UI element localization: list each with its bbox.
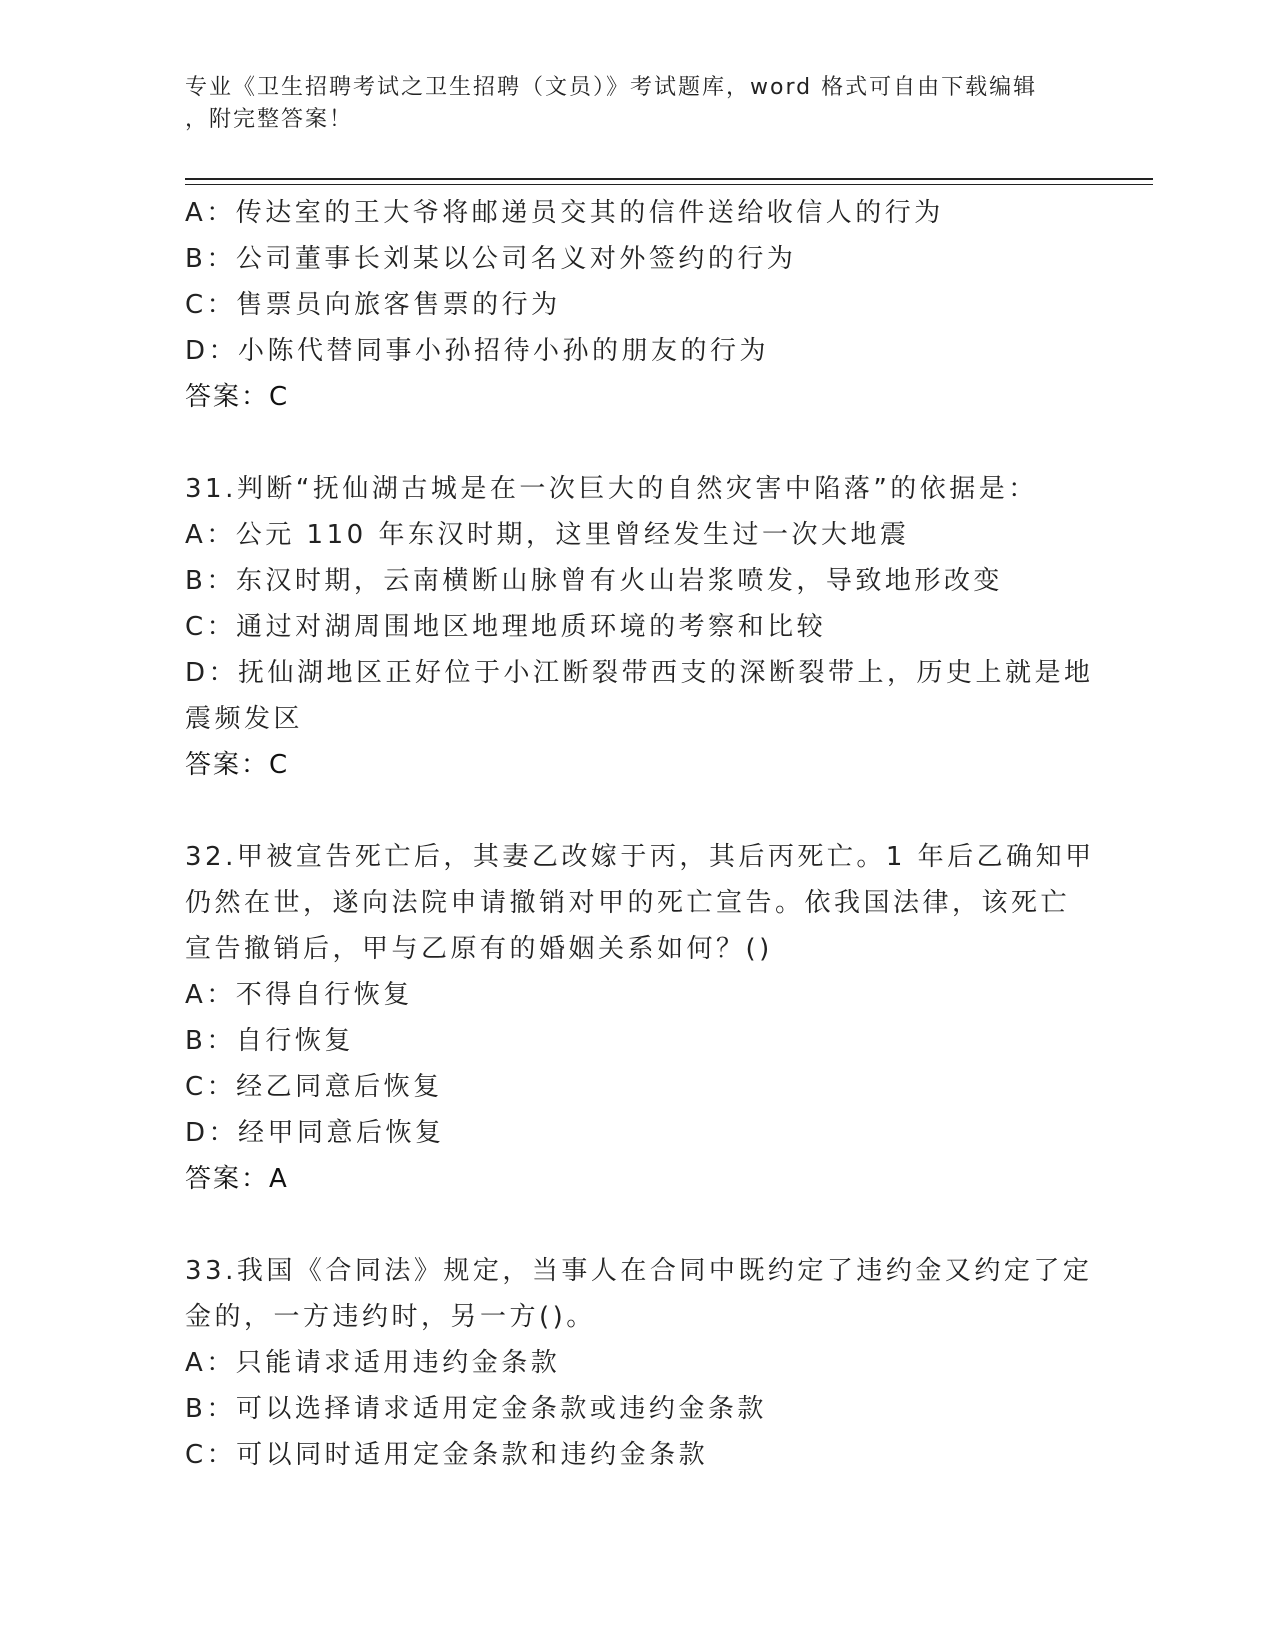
option-a: A：传达室的王大爷将邮递员交其的信件送给收信人的行为 <box>185 198 944 228</box>
option-c: C：可以同时适用定金条款和违约金条款 <box>185 1440 709 1470</box>
question-text-line-3: 宣告撤销后，甲与乙原有的婚姻关系如何？() <box>185 934 773 964</box>
question-text-line-1: 33.我国《合同法》规定，当事人在合同中既约定了违约金又约定了定 <box>185 1256 1093 1286</box>
option-b: B：东汉时期，云南横断山脉曾有火山岩浆喷发，导致地形改变 <box>185 566 1003 596</box>
document-body <box>185 190 1095 1478</box>
header-divider-thick <box>185 178 1153 180</box>
option-c: C：售票员向旅客售票的行为 <box>185 290 561 320</box>
option-d: D：经甲同意后恢复 <box>185 1118 445 1148</box>
option-d-continued: 震频发区 <box>185 704 304 734</box>
option-a: A：只能请求适用违约金条款 <box>185 1348 561 1378</box>
header-text-line-1: 专业《卫生招聘考试之卫生招聘（文员）》考试题库，word 格式可自由下载编辑 <box>185 75 1038 100</box>
answer-line: 答案：C <box>185 750 290 780</box>
option-a: A：不得自行恢复 <box>185 980 413 1010</box>
option-c: C：通过对湖周围地区地理地质环境的考察和比较 <box>185 612 827 642</box>
question-33 <box>185 1248 1093 1478</box>
option-d: D：抚仙湖地区正好位于小江断裂带西支的深断裂带上，历史上就是地 <box>185 658 1094 688</box>
spacer <box>185 788 1085 834</box>
question-32 <box>185 834 1095 1202</box>
option-b: B：公司董事长刘某以公司名义对外签约的行为 <box>185 244 797 274</box>
header-text-line-2: ，附完整答案！ <box>185 107 354 132</box>
option-d: D：小陈代替同事小孙招待小孙的朋友的行为 <box>185 336 770 366</box>
option-c: C：经乙同意后恢复 <box>185 1072 443 1102</box>
question-31 <box>185 466 1094 788</box>
answer-line: 答案：A <box>185 1164 289 1194</box>
document-header <box>185 72 1065 136</box>
question-text-line-2: 仍然在世，遂向法院申请撤销对甲的死亡宣告。依我国法律，该死亡 <box>185 888 1071 918</box>
spacer <box>185 1202 1085 1248</box>
option-a: A：公元 110 年东汉时期，这里曾经发生过一次大地震 <box>185 520 910 550</box>
question-30 <box>185 190 1085 420</box>
question-text-line-2: 金的，一方违约时，另一方()。 <box>185 1302 596 1332</box>
spacer <box>185 420 1085 466</box>
answer-line: 答案：C <box>185 382 290 412</box>
question-text: 31.判断“抚仙湖古城是在一次巨大的自然灾害中陷落”的依据是： <box>185 474 1038 504</box>
question-text-line-1: 32.甲被宣告死亡后，其妻乙改嫁于丙，其后丙死亡。1 年后乙确知甲 <box>185 842 1095 872</box>
option-b: B：自行恢复 <box>185 1026 354 1056</box>
option-b: B：可以选择请求适用定金条款或违约金条款 <box>185 1394 767 1424</box>
header-divider-thin <box>185 184 1153 185</box>
